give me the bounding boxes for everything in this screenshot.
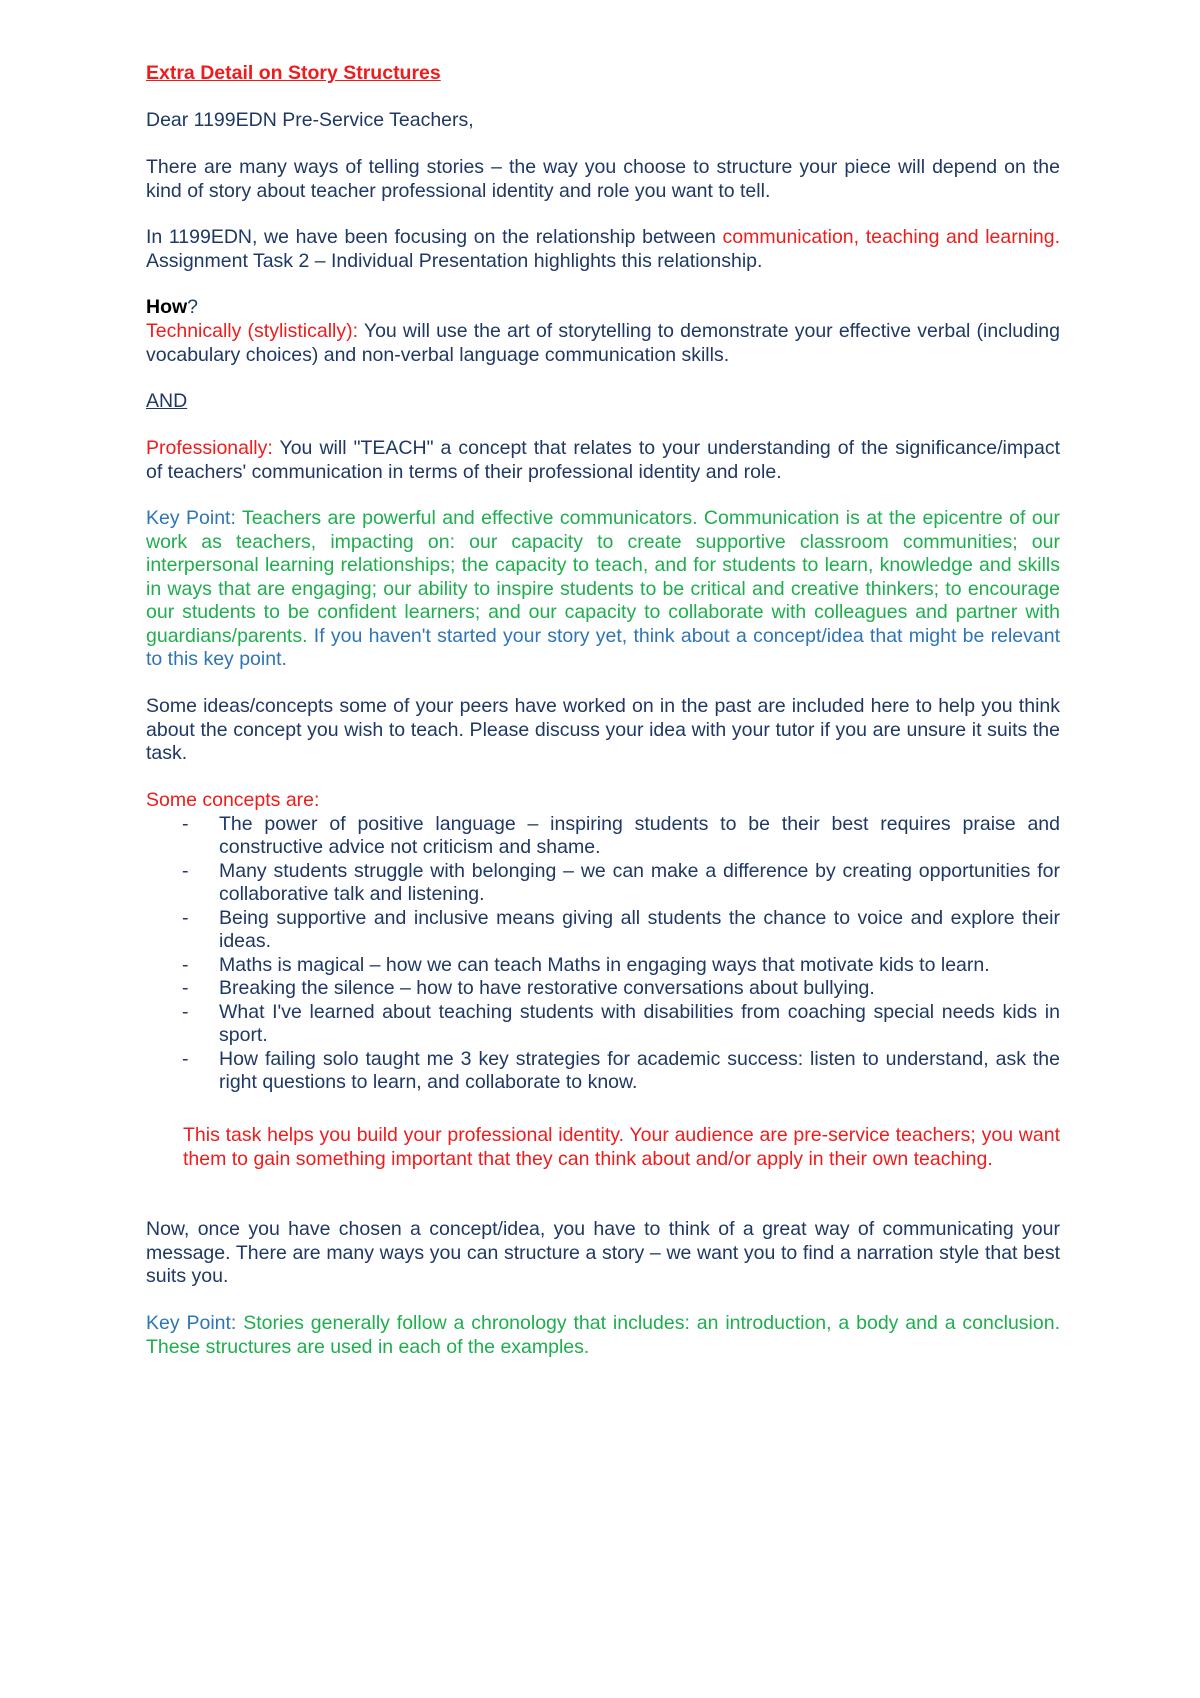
key-point-label-2: Key Point: [146,1312,237,1334]
bullet-dash: - [182,1000,189,1023]
concept-text: Being supportive and inclusive means giving all students the chance to voice and explore their ideas. [219,906,1060,952]
bullet-dash: - [182,977,189,999]
key-point-blue-text: If you haven't started your story yet, think about a concept/idea that might be relevant to this key point. [146,624,1060,670]
bullet-dash: - [182,859,189,882]
intro-paragraph: There are many ways of telling stories – the way you choose to structure your piece will depend on the kind of story about teacher professional identity and role you want to tell. [146,156,1060,202]
concept-item [146,907,1060,954]
focus-paragraph [146,226,1060,273]
concept-text: Breaking the silence – how to have restorative conversations about bullying. [219,977,875,999]
concepts-list [146,813,1060,1095]
greeting: Dear 1199EDN Pre-Service Teachers, [146,109,474,131]
focus-highlight: communication, teaching and learning. [722,226,1061,248]
concepts-heading: Some concepts are: [146,789,320,811]
task-note: This task helps you build your professional identity. Your audience are pre-service teachers; you want them to gain something important that they can think about and/or apply in their own teaching. [183,1124,1060,1170]
concept-item [146,954,1060,978]
bullet-dash: - [182,1047,189,1070]
bullet-dash: - [182,953,189,976]
key-point-green-text: Teachers are powerful and effective communicators. Communication is at the epicentre of our work as teachers, impacting on: our capacity to create supportive classroom communities; our interpersonal learning relationships; the capacity to teach, and for students to learn, knowledge and skills in ways that are engaging; our ability to inspire students to be critical and creative thinkers; to encourage our students to be confident learners; and our capacity to collaborate with colleagues and partner with guardians/parents. [146,507,1060,647]
concept-text: What I've learned about teaching students with disabilities from coaching special needs kids in sport. [219,1000,1060,1046]
how-heading [146,296,1060,320]
focus-lead: In 1199EDN, we have been focusing on the relationship between [146,226,723,248]
concept-item [146,1001,1060,1048]
and-connector: AND [146,390,188,412]
professionally-paragraph [146,437,1060,484]
document-title: Extra Detail on Story Structures [146,62,441,84]
professionally-label: Professionally: [146,437,273,459]
concepts-section [146,789,1060,1095]
key-point-label-1: Key Point: [146,507,236,529]
concept-text: Maths is magical – how we can teach Maths in engaging ways that motivate kids to learn. [219,953,990,976]
key-point-2-text: Stories generally follow a chronology that includes: an introduction, a body and a conclusion. These structures are used in each of the examples. [146,1312,1060,1358]
concept-text: How failing solo taught me 3 key strategies for academic success: listen to understand, ask the right questions to learn, and collaborate to know. [219,1047,1060,1093]
ideas-paragraph: Some ideas/concepts some of your peers have worked on in the past are included here to help you think about the concept you wish to teach. Please discuss your idea with your tutor if you are unsure it suits the task. [146,695,1060,764]
technically-text: You will use the art of storytelling to demonstrate your effective verbal (including vocabulary choices) and non-verbal language communication skills. [146,320,1060,366]
technically-label: Technically (stylistically): [146,320,359,342]
concept-item [146,1048,1060,1095]
now-paragraph: Now, once you have chosen a concept/idea, you have to think of a great way of communicating your message. There are many ways you can structure a story – we want you to find a narration style that best suits you. [146,1218,1060,1287]
focus-tail: Assignment Task 2 – Individual Presentation highlights this relationship. [146,249,763,272]
concept-text: Many students struggle with belonging – we can make a difference by creating opportunities for collaborative talk and listening. [219,859,1060,905]
concept-item [146,813,1060,860]
concept-item [146,977,1060,1001]
professionally-text: You will "TEACH" a concept that relates to your understanding of the significance/impact of teachers' communication in terms of their professional identity and role. [146,437,1060,483]
key-point-paragraph-2 [146,1312,1060,1359]
concept-text: The power of positive language – inspiring students to be their best requires praise and constructive advice not criticism and shame. [219,812,1060,858]
bullet-dash: - [182,906,189,929]
how-mark: ? [187,296,199,318]
concept-item [146,860,1060,907]
key-point-paragraph-1 [146,507,1060,672]
bullet-dash: - [182,812,189,835]
technically-paragraph [146,320,1060,367]
how-word: How [146,296,188,318]
